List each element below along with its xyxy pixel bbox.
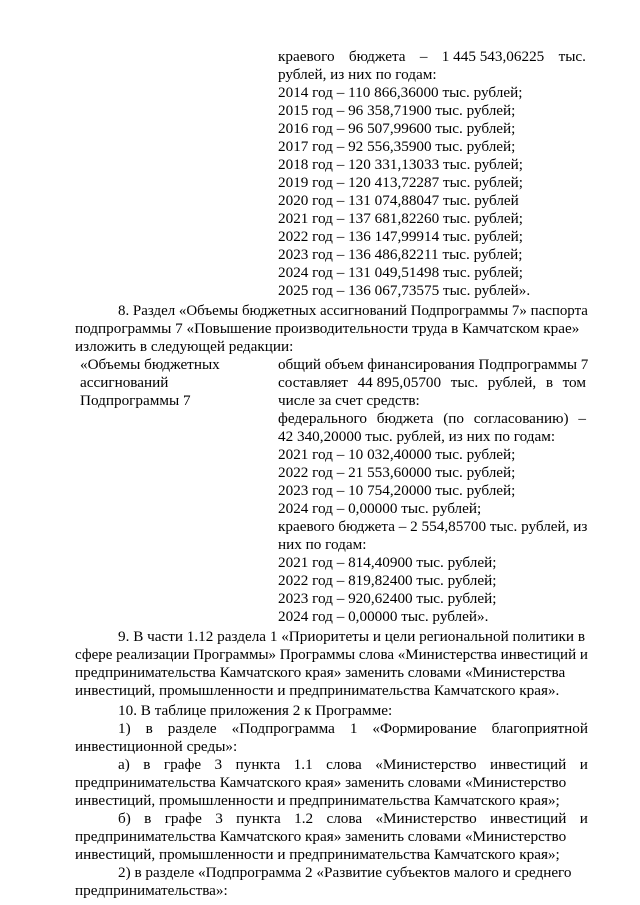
word: 3 bbox=[214, 756, 223, 773]
item10-p1-line1 bbox=[118, 720, 588, 738]
word: 3 bbox=[215, 810, 223, 827]
table-right-line: 42 340,20000 тыс. рублей, из них по годам: bbox=[278, 428, 556, 445]
word: графе bbox=[164, 810, 202, 827]
word: федерального bbox=[278, 410, 367, 427]
year-line: 2023 год – 136 486,82211 тыс. рублей; bbox=[278, 246, 523, 263]
year-line: 2017 год – 92 556,35900 тыс. рублей; bbox=[278, 138, 516, 155]
item10-heading: 10. В таблице приложения 2 к Программе: bbox=[118, 702, 393, 719]
year-line: 2014 год – 110 866,36000 тыс. рублей; bbox=[278, 84, 523, 101]
kr-year-line: 2024 год – 0,00000 тыс. рублей». bbox=[278, 608, 489, 625]
item10-a-line3: инвестиций, промышленности и предпринимательства Камчатского края»; bbox=[75, 792, 560, 809]
year-line: 2018 год – 120 331,13033 тыс. рублей; bbox=[278, 156, 523, 173]
kr-year-line: 2022 год – 819,82400 тыс. рублей; bbox=[278, 572, 497, 589]
item10-b-line2: предпринимательства Камчатского края» заменить словами «Министерство bbox=[75, 828, 567, 845]
word: а) bbox=[118, 756, 130, 773]
word: краевого bbox=[278, 48, 335, 65]
word: и bbox=[579, 756, 588, 773]
word: бюджета bbox=[376, 410, 434, 427]
item8-line1: 8. Раздел «Объемы бюджетных ассигнований Подпрограммы 7» паспорта bbox=[118, 302, 588, 319]
year-line: 2020 год – 131 074,88047 тыс. рублей bbox=[278, 192, 519, 209]
year-line: 2025 год – 136 067,73575 тыс. рублей». bbox=[278, 282, 531, 299]
table-right-line: общий объем финансирования Подпрограммы 7 bbox=[278, 356, 589, 373]
table-right-justified-line bbox=[278, 374, 586, 392]
word: в bbox=[545, 374, 553, 391]
year-line: 2024 год – 131 049,51498 тыс. рублей; bbox=[278, 264, 523, 281]
item10-p2-line1: 2) в разделе «Подпрограмма 2 «Развитие субъектов малого и среднего bbox=[118, 864, 572, 881]
word: «Формирование bbox=[372, 720, 477, 737]
word: слова bbox=[326, 756, 362, 773]
item8-line3: изложить в следующей редакции: bbox=[75, 338, 294, 355]
word: пункта bbox=[235, 756, 281, 773]
table-left-line: «Объемы бюджетных bbox=[80, 356, 220, 373]
word: слова bbox=[326, 810, 363, 827]
word: в bbox=[143, 756, 151, 773]
word: и bbox=[579, 810, 588, 827]
fed-year-line: 2024 год – 0,00000 тыс. рублей; bbox=[278, 500, 482, 517]
word: разделе bbox=[167, 720, 217, 737]
word: рублей, bbox=[487, 374, 537, 391]
word: инвестиций bbox=[489, 756, 567, 773]
fed-year-line: 2022 год – 21 553,60000 тыс. рублей; bbox=[278, 464, 516, 481]
word: «Министерство bbox=[375, 756, 477, 773]
kraevoy-line: них по годам: bbox=[278, 536, 367, 553]
table-left-line: Подпрограммы 7 bbox=[80, 392, 191, 409]
item10-b-line3: инвестиций, промышленности и предпринимательства Камчатского края»; bbox=[75, 846, 560, 863]
word: тыс. bbox=[558, 48, 586, 65]
kraevoy-second-line: рублей, из них по годам: bbox=[278, 66, 437, 83]
item9-line2: сфере реализации Программы» Программы слова «Министерства инвестиций и bbox=[75, 646, 588, 663]
word: 44 895,05700 bbox=[357, 374, 442, 391]
word: – bbox=[578, 410, 586, 427]
word: в bbox=[145, 720, 153, 737]
word: бюджета bbox=[348, 48, 406, 65]
item9-line1: 9. В части 1.12 раздела 1 «Приоритеты и цели региональной политики в bbox=[118, 628, 586, 645]
item10-p2-line2: предпринимательства»: bbox=[75, 882, 228, 899]
fed-year-line: 2023 год – 10 754,20000 тыс. рублей; bbox=[278, 482, 516, 499]
item10-p1-line2: инвестиционной среды»: bbox=[75, 738, 238, 755]
word: (по bbox=[443, 410, 464, 427]
table-right-line: числе за счет средств: bbox=[278, 392, 420, 409]
item8-line2: подпрограммы 7 «Повышение производительности труда в Камчатском крае» bbox=[75, 320, 580, 337]
kr-year-line: 2023 год – 920,62400 тыс. рублей; bbox=[278, 590, 497, 607]
word: 1) bbox=[118, 720, 131, 737]
word: том bbox=[562, 374, 586, 391]
word: составляет bbox=[278, 374, 348, 391]
kraevoy-first-line bbox=[278, 48, 586, 66]
word: «Министерство bbox=[375, 810, 477, 827]
word: 1.2 bbox=[294, 810, 314, 827]
word: благоприятной bbox=[491, 720, 588, 737]
word: в bbox=[144, 810, 152, 827]
word: 1 445 543,06225 bbox=[441, 48, 545, 65]
item10-a-line2: предпринимательства Камчатского края» заменить словами «Министерство bbox=[75, 774, 567, 791]
word: б) bbox=[118, 810, 131, 827]
word: 1.1 bbox=[293, 756, 313, 773]
year-line: 2016 год – 96 507,99600 тыс. рублей; bbox=[278, 120, 516, 137]
word: графе bbox=[163, 756, 202, 773]
word: 1 bbox=[349, 720, 358, 737]
year-line: 2015 год – 96 358,71900 тыс. рублей; bbox=[278, 102, 516, 119]
word: инвестиций bbox=[490, 810, 567, 827]
item10-b-line1 bbox=[118, 810, 588, 828]
word: согласованию) bbox=[473, 410, 569, 427]
word: – bbox=[419, 48, 428, 65]
year-line: 2019 год – 120 413,72287 тыс. рублей; bbox=[278, 174, 523, 191]
item9-line3: предпринимательства Камчатского края» заменить словами «Министерства bbox=[75, 664, 566, 681]
item10-a-line1 bbox=[118, 756, 588, 774]
word: тыс. bbox=[450, 374, 479, 391]
year-line: 2021 год – 137 681,82260 тыс. рублей; bbox=[278, 210, 523, 227]
fed-year-line: 2021 год – 10 032,40000 тыс. рублей; bbox=[278, 446, 516, 463]
word: пункта bbox=[236, 810, 281, 827]
kr-year-line: 2021 год – 814,40900 тыс. рублей; bbox=[278, 554, 497, 571]
kraevoy-line: краевого бюджета – 2 554,85700 тыс. рублей, из bbox=[278, 518, 588, 535]
year-line: 2022 год – 136 147,99914 тыс. рублей; bbox=[278, 228, 523, 245]
word: «Подпрограмма bbox=[231, 720, 335, 737]
table-right-justified-line bbox=[278, 410, 586, 428]
table-left-line: ассигнований bbox=[80, 374, 169, 391]
item9-line4: инвестиций, промышленности и предпринимательства Камчатского края». bbox=[75, 682, 560, 699]
